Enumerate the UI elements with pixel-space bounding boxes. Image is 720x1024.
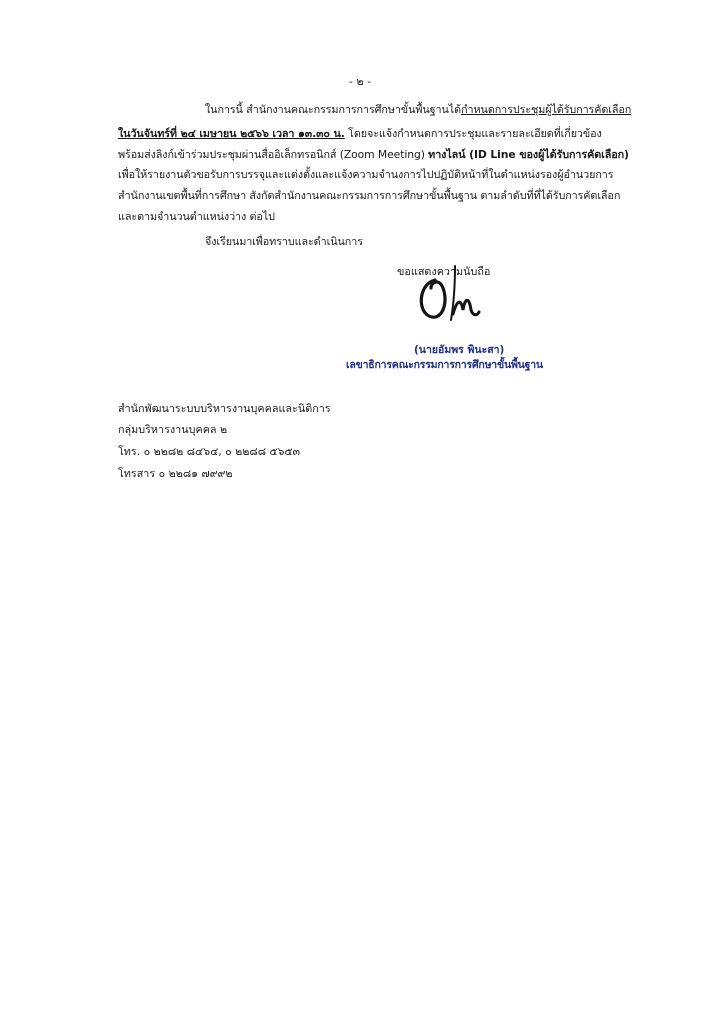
body-line-3 [118,146,629,163]
signatory-title: เลขาธิการคณะกรรมการการศึกษาขั้นพื้นฐาน [346,359,543,371]
body-line-2 [118,125,602,142]
contact-group: กลุ่มบริหารงานบุคคล ๒ [118,423,228,436]
line-id-highlight: ทางไลน์ (ID Line ของผู้ได้รับการคัดเลือก) [428,148,629,161]
request-line: จึงเรียนมาเพื่อทราบและดำเนินการ [205,235,363,248]
body-line-4: เพื่อให้รายงานตัวขอรับการบรรจุและแต่งตั้งและแจ้งความจำนงการไปปฏิบัติหน้าที่ในตำแหน่งรองผู้อำนวยการ [118,168,614,181]
body-line-5: สำนักงานเขตพื้นที่การศึกษา สังกัดสำนักงานคณะกรรมการการศึกษาขั้นพื้นฐาน ตามลำดับที่ที่ได้รับการคัดเลือก [118,189,621,202]
page-number: - ๒ - [348,75,372,88]
meeting-schedule-highlight: กำหนดการประชุมผู้ได้รับการคัดเลือก [461,103,632,116]
body-line-1 [205,101,631,118]
body-line-3-text: พร้อมส่งลิงก์เข้าร่วมประชุมผ่านสื่ออิเล็กทรอนิกส์ (Zoom Meeting) [118,148,429,161]
contact-office: สำนักพัฒนาระบบบริหารงานบุคคลและนิติการ [118,402,331,415]
signatory-name: (นายอัมพร พินะสา) [414,344,505,356]
contact-phone: โทร. ๐ ๒๒๘๒ ๘๔๖๔, ๐ ๒๒๘๘ ๕๖๕๓ [118,445,301,458]
body-line-1-text: ในการนี้ สำนักงานคณะกรรมการการศึกษาขั้นพื้นฐานได้ [205,103,462,116]
signature-image [405,258,515,338]
contact-fax: โทรสาร ๐ ๒๒๘๑ ๗๙๙๒ [118,467,233,480]
closing-phrase: ขอแสดงความนับถือ [397,265,491,278]
body-line-2-text: โดยจะแจ้งกำหนดการประชุมและรายละเอียดที่เกี่ยวข้อง [344,127,602,140]
meeting-date-highlight: ในวันจันทร์ที่ ๒๔ เมษายน ๒๕๖๖ เวลา ๑๓.๓๐ น. [118,127,345,140]
body-line-6: และตามจำนวนตำแหน่งว่าง ต่อไป [118,210,275,223]
